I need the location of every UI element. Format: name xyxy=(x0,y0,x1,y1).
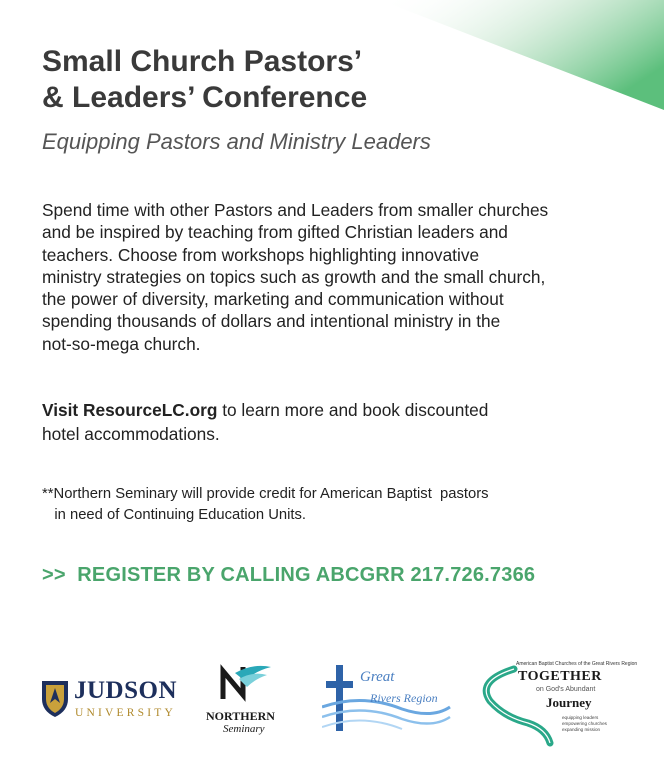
description-line: the power of diversity, marketing and communication without xyxy=(42,289,504,310)
note-line-1: **Northern Seminary will provide credit for American Baptist pastors xyxy=(42,486,489,502)
great-rivers-region-logo xyxy=(322,663,452,743)
visit-line-1 xyxy=(42,399,488,423)
northern-sub: Seminary xyxy=(223,723,265,735)
visit-link[interactable]: Visit ResourceLC.org xyxy=(42,400,218,420)
together-journey-logo xyxy=(476,659,638,749)
together-on: on God's Abundant xyxy=(536,686,596,693)
judson-shield-icon xyxy=(40,677,70,719)
description-line: not-so-mega church. xyxy=(42,333,201,354)
description-line: spending thousands of dollars and intentional ministry in the xyxy=(42,311,501,332)
together-word: TOGETHER xyxy=(518,669,602,684)
title-line-1: Small Church Pastors’ xyxy=(42,45,363,78)
judson-university-logo xyxy=(40,677,180,721)
visit-line-2: hotel accommodations. xyxy=(42,423,220,444)
description-line: and be inspired by teaching from gifted Christian leaders and xyxy=(42,222,508,243)
visit-paragraph xyxy=(42,399,488,446)
description xyxy=(42,199,642,355)
description-line: Spend time with other Pastors and Leaders from smaller churches xyxy=(42,200,549,220)
subtitle: Equipping Pastors and Ministry Leaders xyxy=(42,129,431,154)
page-title xyxy=(42,44,367,116)
register-callout: >> REGISTER BY CALLING ABCGRR 217.726.7366 xyxy=(42,564,536,586)
northern-name: NORTHERN xyxy=(206,709,275,723)
northern-n-mark-icon xyxy=(209,659,279,707)
judson-name: JUDSON xyxy=(74,677,178,704)
together-tag: equipping leaders xyxy=(562,715,599,720)
seminary-note xyxy=(42,484,489,526)
northern-seminary-logo xyxy=(203,659,283,739)
title-line-2: & Leaders’ Conference xyxy=(42,81,368,114)
description-line: ministry strategies on topics such as growth and the small church, xyxy=(42,266,546,287)
together-top: American Baptist Churches of the Great Rivers Region xyxy=(516,661,638,667)
visit-rest: to learn more and book discounted xyxy=(217,400,489,420)
description-line: teachers. Choose from workshops highlighting innovative xyxy=(42,244,480,265)
sponsor-logos xyxy=(0,655,664,755)
grr-line-1: Great xyxy=(360,669,395,685)
together-journey: Journey xyxy=(546,695,592,710)
together-tag: empowering churches xyxy=(562,721,607,726)
note-line-2: in need of Continuing Education Units. xyxy=(42,507,307,523)
grr-line-2: Rivers Region xyxy=(370,691,438,705)
together-tag: expanding mission xyxy=(562,727,601,732)
judson-sub: UNIVERSITY xyxy=(75,707,176,719)
